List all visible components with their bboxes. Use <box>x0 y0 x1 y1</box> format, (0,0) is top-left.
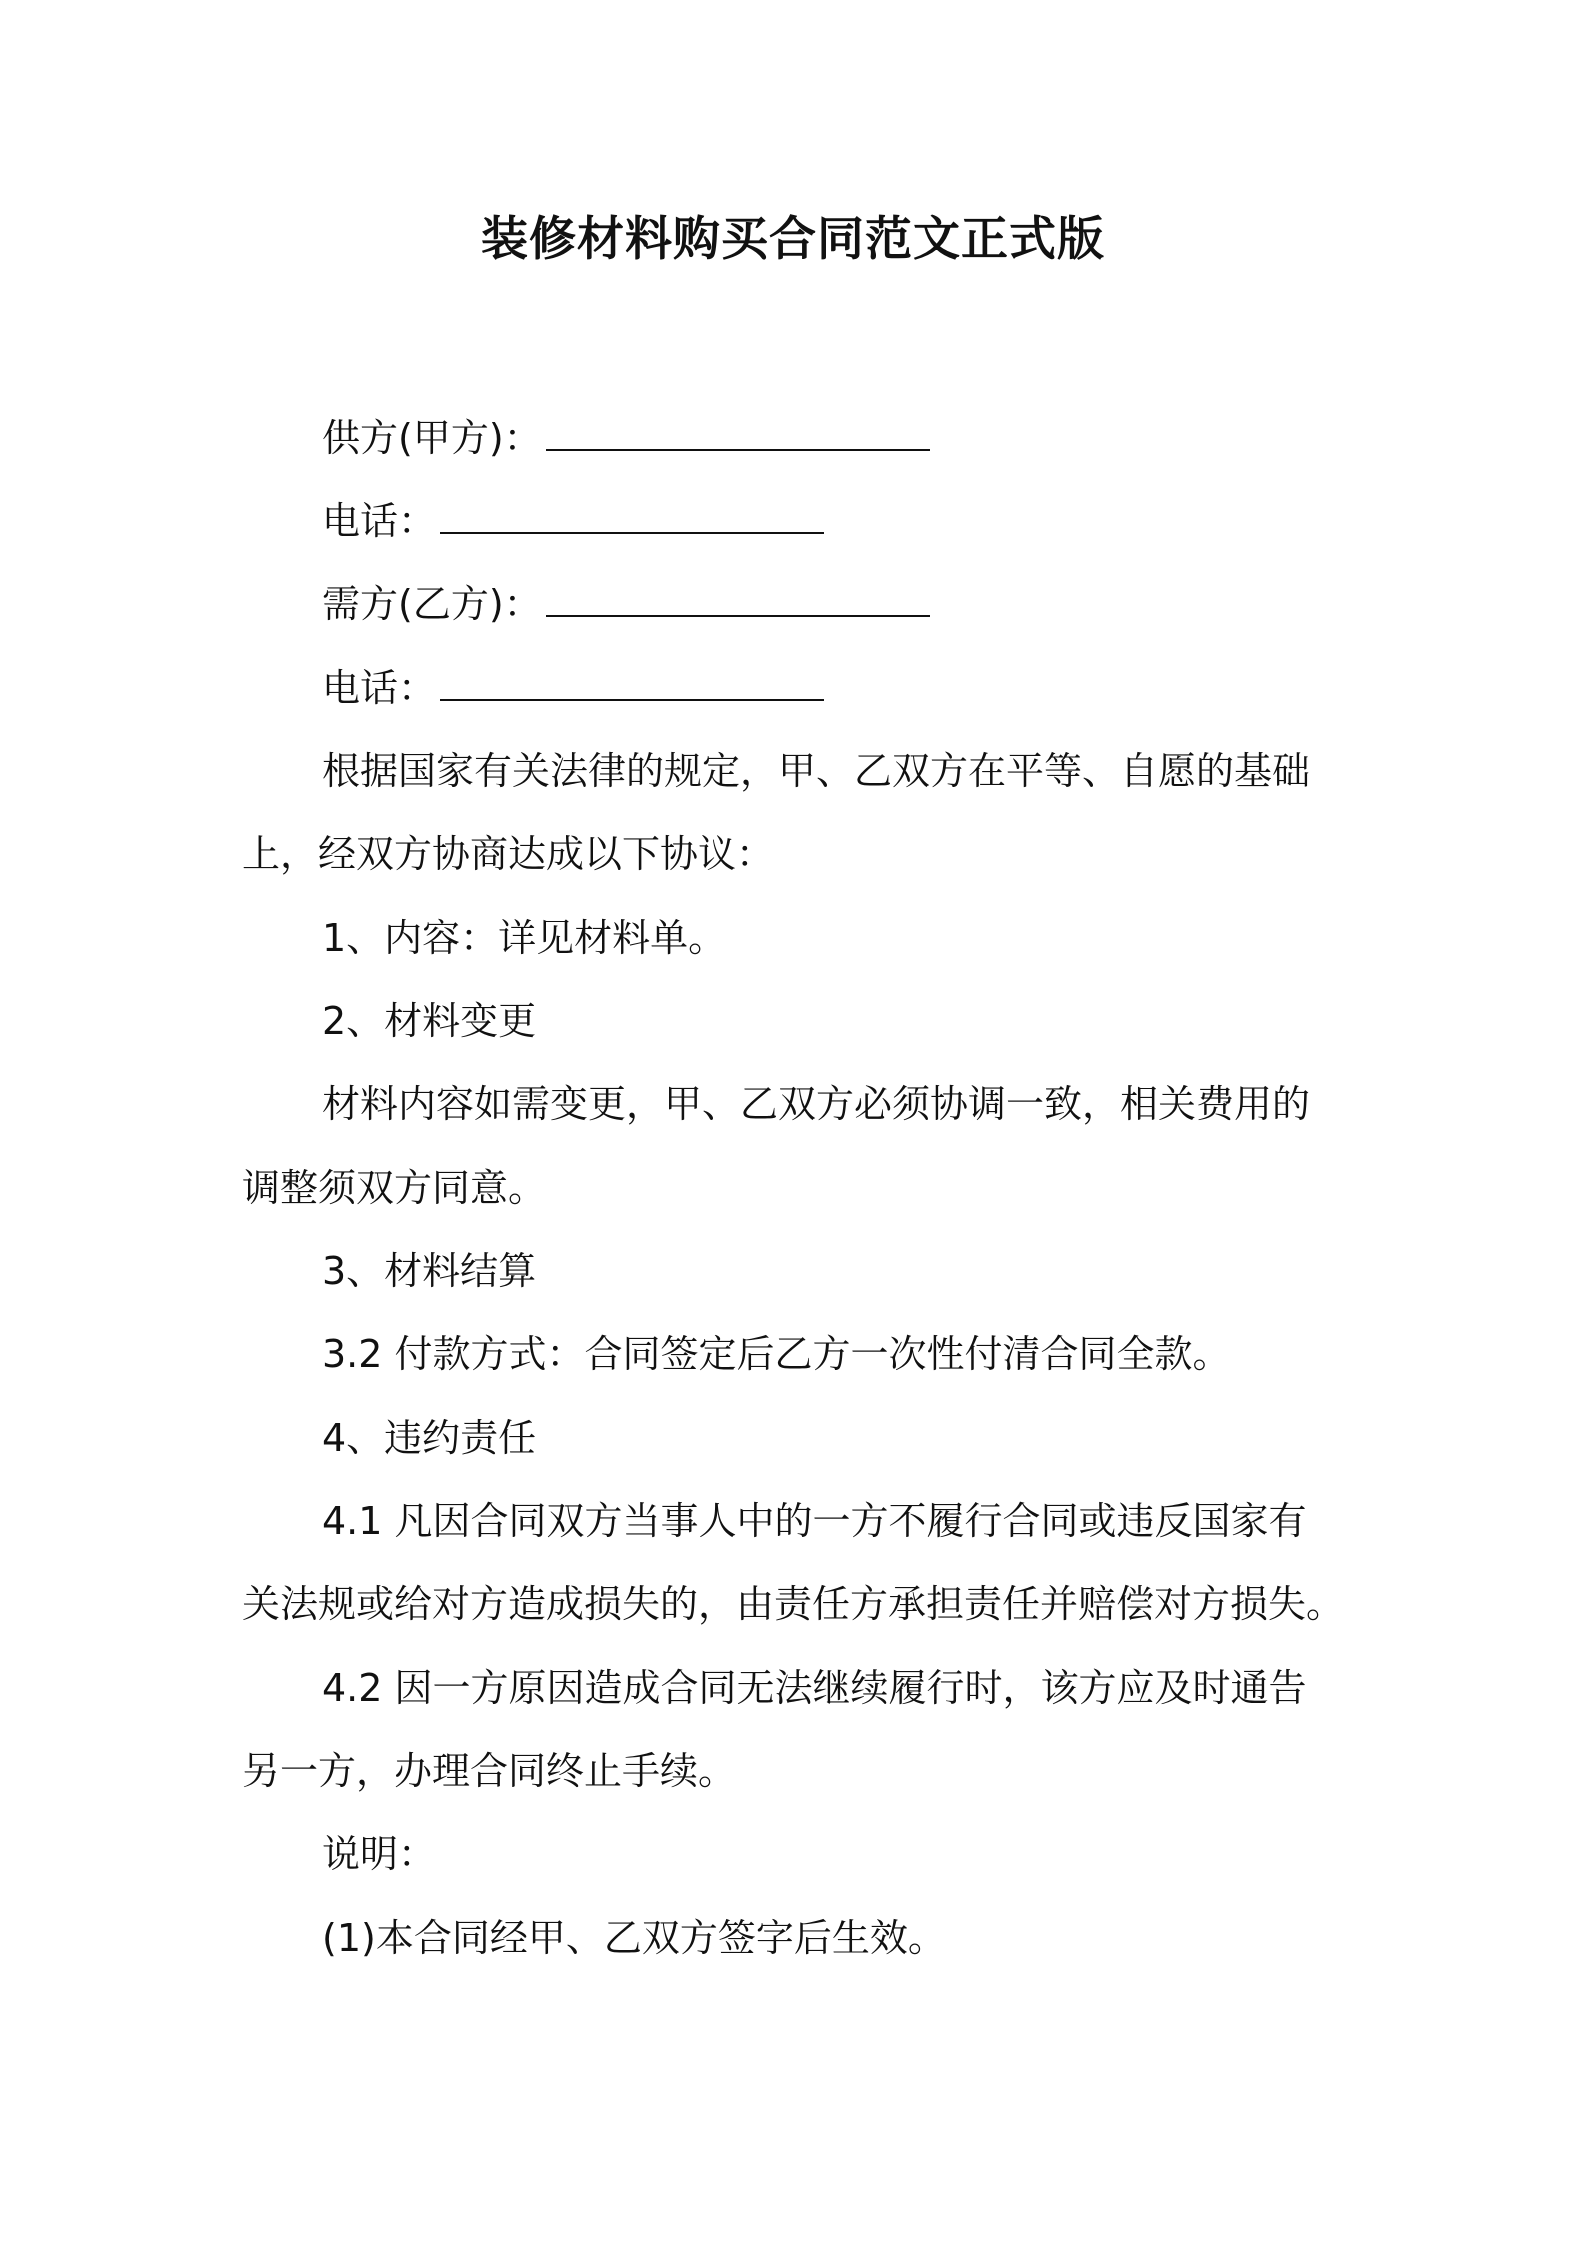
intro-line-2: 上，经双方协商达成以下协议： <box>242 832 775 876</box>
supplier-phone-label: 电话： <box>322 499 437 543</box>
clause-2-line-2: 调整须双方同意。 <box>242 1166 547 1210</box>
clause-3-2: 3.2 付款方式：合同签定后乙方一次性付清合同全款。 <box>322 1332 1231 1376</box>
supplier-blank <box>546 415 930 451</box>
clause-4-1-line-2: 关法规或给对方造成损失的，由责任方承担责任并赔偿对方损失。 <box>242 1582 1345 1626</box>
supplier-phone-blank <box>440 498 824 534</box>
supplier-phone-line <box>322 495 824 547</box>
buyer-phone-line <box>322 662 824 714</box>
clause-2-heading: 2、材料变更 <box>322 999 537 1043</box>
clause-4-2-line-1: 4.2 因一方原因造成合同无法继续履行时，该方应及时通告 <box>322 1666 1307 1710</box>
buyer-label: 需方(乙方)： <box>322 582 542 626</box>
supplier-label: 供方(甲方)： <box>322 416 542 460</box>
buyer-phone-blank <box>440 665 824 701</box>
clause-1: 1、内容：详见材料单。 <box>322 916 727 960</box>
buyer-blank <box>546 581 930 617</box>
supplier-line <box>322 412 930 464</box>
buyer-line <box>322 578 930 630</box>
notes-heading: 说明： <box>322 1832 437 1876</box>
document-title: 装修材料购买合同范文正式版 <box>481 212 1105 267</box>
note-1: (1)本合同经甲、乙双方签字后生效。 <box>322 1916 946 1960</box>
clause-2-line-1: 材料内容如需变更，甲、乙双方必须协调一致，相关费用的 <box>322 1082 1311 1126</box>
buyer-phone-label: 电话： <box>322 666 437 710</box>
intro-line-1: 根据国家有关法律的规定，甲、乙双方在平等、自愿的基础 <box>322 749 1311 793</box>
clause-4-heading: 4、违约责任 <box>322 1416 537 1460</box>
clause-4-1-line-1: 4.1 凡因合同双方当事人中的一方不履行合同或违反国家有 <box>322 1499 1307 1543</box>
clause-4-2-line-2: 另一方，办理合同终止手续。 <box>242 1749 737 1793</box>
clause-3-heading: 3、材料结算 <box>322 1249 537 1293</box>
